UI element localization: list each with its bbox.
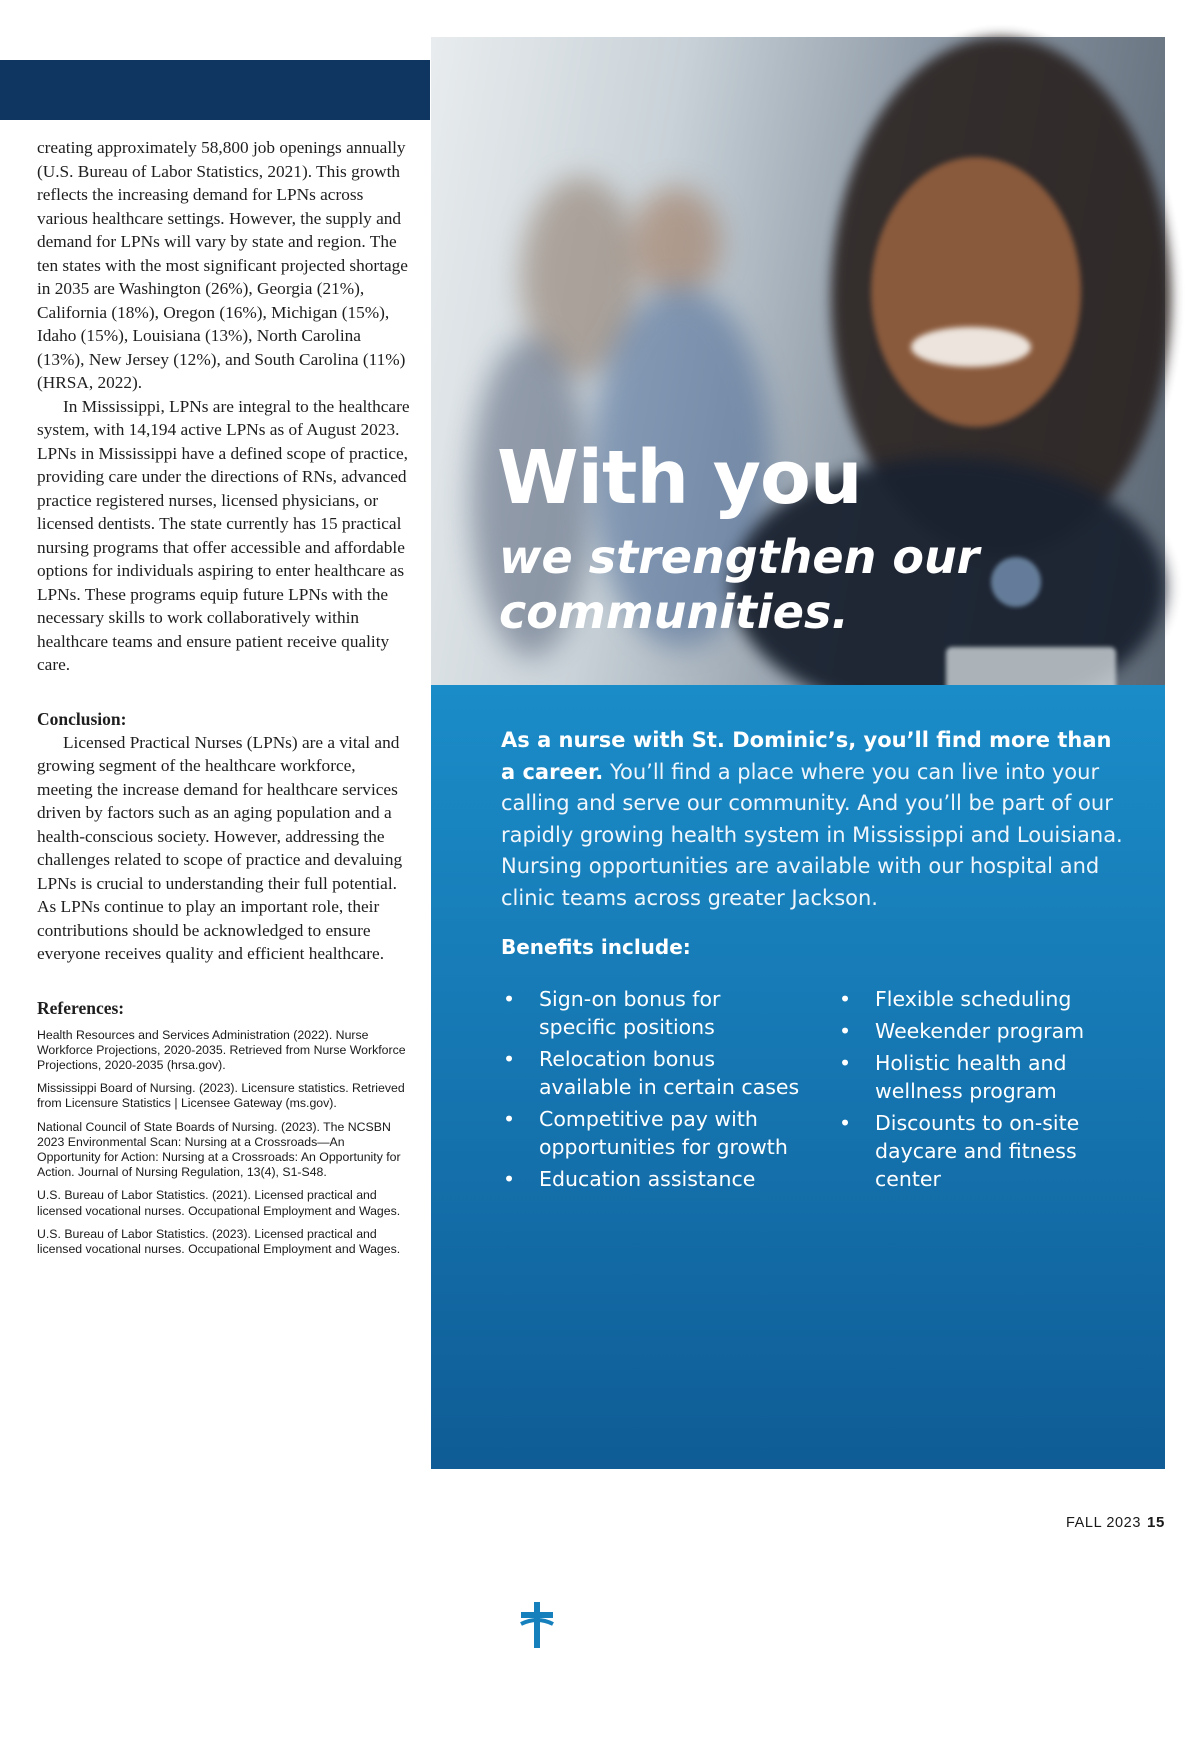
- article-column: [37, 136, 410, 1265]
- benefit-item: • Education assistance: [501, 1165, 801, 1193]
- benefit-item: • Discounts to on-site daycare and fitness center: [837, 1109, 1137, 1193]
- header-color-bar: [0, 60, 430, 120]
- reference-item: U.S. Bureau of Labor Statistics. (2021). Licensed practical and licensed vocational nurses. Occupational Employment and Wages.: [37, 1188, 401, 1218]
- benefits-list-right: [837, 985, 1137, 1197]
- careers-url[interactable]: fmolhs.org/RNCareers: [673, 1725, 923, 1749]
- article-paragraph: creating approximately 58,800 job openings annually (U.S. Bureau of Labor Statistics, 2021). This growth reflects the increasing demand for LPNs across various healthcare settings. However, the supply and demand for LPNs will vary by state and region. The ten states with the most significant projected shortage in 2035 are Washington (26%), Georgia (21%), California (18%), Oregon (16%), Michigan (15%), Idaho (15%), Louisiana (13%), North Carolina (13%), New Jersey (12%), and South Carolina (11%) (HRSA, 2022).: [37, 138, 408, 392]
- benefits-list-left: [501, 985, 801, 1197]
- page-number: 15: [1147, 1514, 1165, 1531]
- ad-intro: [501, 725, 1131, 914]
- benefit-item: • Relocation bonus available in certain cases: [501, 1045, 801, 1101]
- benefit-item: • Flexible scheduling: [837, 985, 1137, 1013]
- brand-name: St. Dominic’s: [685, 1606, 908, 1645]
- benefit-item: • Sign-on bonus for specific positions: [501, 985, 801, 1041]
- ad-intro-text: You’ll find a place where you can live into your calling and serve our community. And you’ll be part of our rapidly growing health system in Mississippi and Louisiana. Nursing opportunities are available with our hospital and clinic teams across greater Jackson.: [501, 759, 1123, 910]
- references-heading: References:: [37, 997, 125, 1018]
- st-dominics-wordmark: [627, 1606, 967, 1654]
- conclusion-heading: Conclusion:: [37, 708, 127, 729]
- conclusion-paragraph: Licensed Practical Nurses (LPNs) are a vital and growing segment of the healthcare workforce, meeting the increase demand for healthcare services driven by factors such as an aging population and a health-conscious society. However, addressing the challenges related to scope of practice and devaluing LPNs is crucial to understanding their full potential. As LPNs continue to play an important role, their contributions should be acknowledged to ensure everyone receives quality and efficient healthcare.: [37, 732, 403, 963]
- issue-label: FALL 2023: [1066, 1515, 1142, 1531]
- ad-intro-bold: As a nurse with St. Dominic’s, you’ll find more than a career.: [501, 728, 1112, 784]
- ad-headline: With you: [497, 435, 862, 521]
- benefits-title: Benefits include:: [501, 935, 691, 959]
- reference-item: Health Resources and Services Administration (2022). Nurse Workforce Projections, 2020-2035. Retrieved from Nurse Workforce Projections, 2020-2035 (hrsa.gov).: [37, 1027, 406, 1072]
- benefit-item: • Competitive pay with opportunities for growth: [501, 1105, 801, 1161]
- benefit-item: • Holistic health and wellness program: [837, 1049, 1137, 1105]
- reference-item: Mississippi Board of Nursing. (2023). Licensure statistics. Retrieved from Licensure Statistics | Licensee Gateway (ms.gov).: [37, 1081, 405, 1111]
- cross-mark-icon: [627, 1608, 681, 1652]
- page-footer: [1066, 1514, 1165, 1531]
- ad-subheadline: we strengthen our communities.: [499, 530, 980, 639]
- benefit-item: • Weekender program: [837, 1017, 1137, 1045]
- crest-icon: [507, 1590, 567, 1660]
- logo-divider: [603, 1590, 605, 1670]
- article-paragraph: In Mississippi, LPNs are integral to the healthcare system, with 14,194 active LPNs as of August 2023. LPNs in Mississippi have a defined scope of practice, providing care under the directions of RNs, advanced practice registered nurses, licensed physicians, or licensed dentists. The state currently has 15 practical nursing programs that offer accessible and affordable options for individuals aspiring to enter healthcare as LPNs. These programs equip future LPNs with the necessary skills to work collaboratively within healthcare teams and ensure patient receive quality care.: [37, 396, 410, 674]
- reference-item: U.S. Bureau of Labor Statistics. (2023). Licensed practical and licensed vocational nurses. Occupational Employment and Wages.: [37, 1226, 401, 1256]
- reference-item: National Council of State Boards of Nursing. (2023). The NCSBN 2023 Environmental Scan: Nursing at a Crossroads—An Opportunity for Action: Nursing at a Crossroads: An Opportunity for Action. Journal of Nursing Regulation, 13(4), S1-S48.: [37, 1119, 401, 1180]
